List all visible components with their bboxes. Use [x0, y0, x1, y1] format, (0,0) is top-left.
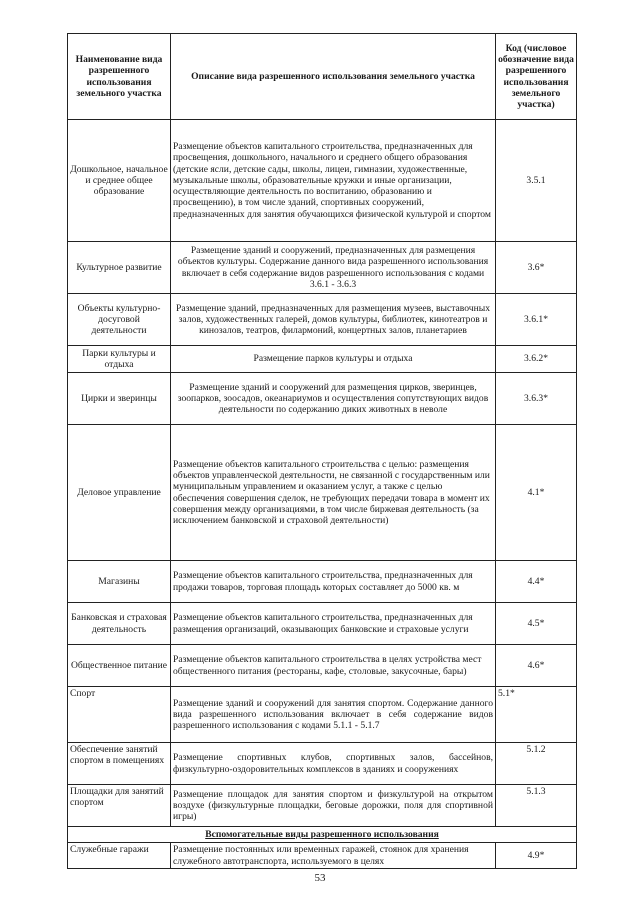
row-code: 3.6*: [496, 242, 577, 294]
row-code: 5.1.3: [496, 785, 577, 827]
table-row: [68, 120, 577, 242]
row-name: Парки культуры и отдыха: [68, 346, 171, 373]
row-description: Размещение парков культуры и отдыха: [171, 346, 496, 373]
row-description: Размещение спортивных клубов, спортивных залов, бассейнов, физкультурно-оздоровительных комплексов в зданиях и сооружениях: [171, 743, 496, 785]
row-code: 4.5*: [496, 603, 577, 645]
header-description: Описание вида разрешенного использования земельного участка: [171, 34, 496, 120]
row-description: Размещение зданий и сооружений для занятия спортом. Содержание данного вида разрешенного использования включает в себя содержание видов разрешенного использования с кодами 5.1.1 - 5.1.7: [171, 687, 496, 743]
row-description: Размещение объектов капитального строительства, предназначенных для продажи товаров, торговая площадь которых составляет до 5000 кв. м: [171, 561, 496, 603]
row-name: Спорт: [68, 687, 171, 743]
row-code: 4.6*: [496, 645, 577, 687]
row-name: Культурное развитие: [68, 242, 171, 294]
row-name: Служебные гаражи: [68, 843, 171, 869]
row-name: Дошкольное, начальное и среднее общее образование: [68, 120, 171, 242]
table-row: [68, 743, 577, 785]
row-description: Размещение объектов капитального строительства, предназначенных для размещения организаций, оказывающих банковские и страховые услуги: [171, 603, 496, 645]
section-title: Вспомогательные виды разрешенного использования: [68, 827, 577, 843]
row-code: 4.9*: [496, 843, 577, 869]
table-row: [68, 645, 577, 687]
table-row: [68, 425, 577, 561]
page-number: 53: [314, 872, 326, 884]
row-code: 3.5.1: [496, 120, 577, 242]
row-description: Размещение зданий, предназначенных для размещения музеев, выставочных залов, художественных галерей, домов культуры, библиотек, кинотеатров и кинозалов, театров, филармоний, концертных залов, планетариев: [171, 294, 496, 346]
row-name: Деловое управление: [68, 425, 171, 561]
row-description: Размещение площадок для занятия спортом и физкультурой на открытом воздухе (физкультурные площадки, беговые дорожки, поля для спортивной игры): [171, 785, 496, 827]
row-code: 5.1.2: [496, 743, 577, 785]
table-row: [68, 373, 577, 425]
header-code: Код (числовое обозначение вида разрешенного использования земельного участка): [496, 34, 577, 120]
row-name: Объекты культурно-досуговой деятельности: [68, 294, 171, 346]
table-row: [68, 294, 577, 346]
section-row: [68, 827, 577, 843]
land-use-table: [67, 33, 577, 869]
row-description: Размещение постоянных или временных гаражей, стоянок для хранения служебного автотранспорта, используемого в целях: [171, 843, 496, 869]
row-code: 5.1*: [496, 687, 577, 743]
row-description: Размещение объектов капитального строительства, предназначенных для просвещения, дошкольного, начального и среднего общего образования (детские ясли, детские сады, школы, лицеи, гимназии, художественные, музыкальные школы, образовательные кружки и иные организации, осуществляющие деятельность по воспитанию, образованию и просвещению), в том числе зданий, спортивных сооружений, предназначенных для занятия обучающихся физической культурой и спортом: [171, 120, 496, 242]
header-name: Наименование вида разрешенного использования земельного участка: [68, 34, 171, 120]
row-description: Размещение объектов капитального строительства в целях устройства мест общественного питания (рестораны, кафе, столовые, закусочные, бары): [171, 645, 496, 687]
row-description: Размещение зданий и сооружений для размещения цирков, зверинцев, зоопарков, зоосадов, океанариумов и осуществления сопутствующих видов деятельности по содержанию диких животных в неволе: [171, 373, 496, 425]
table-row: [68, 603, 577, 645]
row-name: Обеспечение занятий спортом в помещениях: [68, 743, 171, 785]
row-name: Площадки для занятий спортом: [68, 785, 171, 827]
row-name: Банковская и страховая деятельность: [68, 603, 171, 645]
row-code: 3.6.2*: [496, 346, 577, 373]
row-code: 4.1*: [496, 425, 577, 561]
table-row: [68, 843, 577, 869]
table-row: [68, 346, 577, 373]
table-row: [68, 687, 577, 743]
row-code: 3.6.3*: [496, 373, 577, 425]
row-name: Общественное питание: [68, 645, 171, 687]
table-row: [68, 561, 577, 603]
table-row: [68, 242, 577, 294]
row-description: Размещение зданий и сооружений, предназначенных для размещения объектов культуры. Содержание данного вида разрешенного использования включает в себя содержание видов разрешенного использования с кодами 3.6.1 - 3.6.3: [171, 242, 496, 294]
table-header-row: [68, 34, 577, 120]
row-name: Магазины: [68, 561, 171, 603]
row-code: 4.4*: [496, 561, 577, 603]
row-description: Размещение объектов капитального строительства с целью: размещения объектов управленческой деятельности, не связанной с государственным или муниципальным управлением и оказанием услуг, а также с целью обеспечения совершения сделок, не требующих передачи товара в момент их совершения между организациями, в том числе биржевая деятельность (за исключением банковской и страховой деятельности): [171, 425, 496, 561]
table-row: [68, 785, 577, 827]
row-name: Цирки и зверинцы: [68, 373, 171, 425]
row-code: 3.6.1*: [496, 294, 577, 346]
